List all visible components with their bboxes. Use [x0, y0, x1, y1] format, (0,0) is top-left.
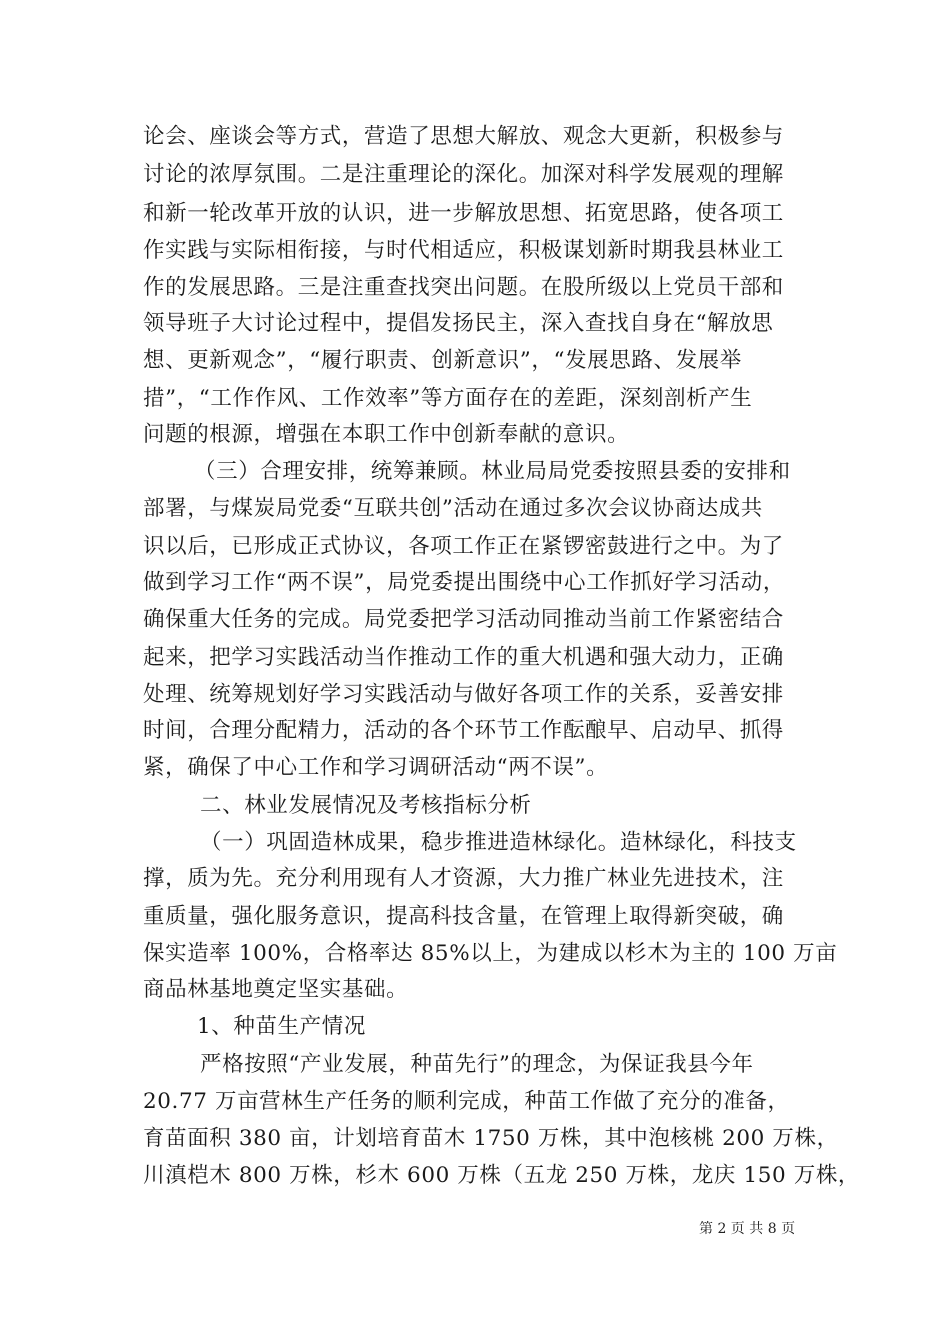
subsection-heading-1: （一）巩固造林成果，稳步推进造林绿化。造林绿化，科技支: [200, 830, 797, 855]
text-line: 问题的根源，增强在本职工作中创新奉献的意识。: [143, 422, 630, 447]
text-line: 撑，质为先。充分利用现有人才资源，大力推广林业先进技术，注: [143, 866, 784, 891]
text-line: 讨论的浓厚氛围。二是注重理论的深化。加深对科学发展观的理解: [143, 162, 784, 187]
text-line: 想、更新观念”，“履行职责、创新意识”，“发展思路、发展举: [143, 348, 742, 373]
item-heading-seedling: 1、种苗生产情况: [197, 1014, 366, 1039]
text-line: 处理、统筹规划好学习实践活动与做好各项工作的关系，妥善安排: [143, 682, 784, 707]
text-line: 识以后，已形成正式协议，各项工作正在紧锣密鼓进行之中。为了: [143, 534, 784, 559]
text-line: 保实造率 100%，合格率达 85%以上，为建成以杉木为主的 100 万亩: [143, 941, 838, 966]
text-line: 部署，与煤炭局党委“互联共创”活动在通过多次会议协商达成共: [143, 496, 763, 521]
section-heading-2: 二、林业发展情况及考核指标分析: [200, 793, 532, 818]
text-line: 作的发展思路。三是注重查找突出问题。在股所级以上党员干部和: [143, 275, 784, 300]
text-line: 重质量，强化服务意识，提高科技含量，在管理上取得新突破，确: [143, 904, 784, 929]
text-line: 时间，合理分配精力，活动的各个环节工作酝酿早、启动早、抓得: [143, 718, 784, 743]
text-line: 紧，确保了中心工作和学习调研活动“两不误”。: [143, 755, 609, 780]
text-line: 领导班子大讨论过程中，提倡发扬民主，深入查找自身在“解放思: [143, 311, 774, 336]
section-heading-3: （三）合理安排，统筹兼顾。林业局局党委按照县委的安排和: [194, 459, 791, 484]
text-line: 育苗面积 380 亩，计划培育苗木 1750 万株，其中泡核桃 200 万株，: [143, 1126, 839, 1151]
text-line: 作实践与实际相衔接，与时代相适应，积极谋划新时期我县林业工: [143, 238, 784, 263]
page-number-footer: 第 2 页 共 8 页: [699, 1221, 796, 1237]
text-line: 措”，“工作作风、工作效率”等方面存在的差距，深刻剖析产生: [143, 386, 753, 411]
text-line: 和新一轮改革开放的认识，进一步解放思想、拓宽思路，使各项工: [143, 201, 784, 226]
text-line: 商品林基地奠定坚实基础。: [143, 977, 409, 1002]
text-line: 起来，把学习实践活动当作推动工作的重大机遇和强大动力，正确: [143, 645, 784, 670]
text-line: 川滇桤木 800 万株，杉木 600 万株（五龙 250 万株，龙庆 150 万株，: [143, 1163, 861, 1188]
text-line: 确保重大任务的完成。局党委把学习活动同推动当前工作紧密结合: [143, 607, 784, 632]
text-line: 20.77 万亩营林生产任务的顺利完成，种苗工作做了充分的准备，: [143, 1089, 790, 1114]
text-line: 论会、座谈会等方式，营造了思想大解放、观念大更新，积极参与: [143, 124, 784, 149]
text-line: 严格按照“产业发展，种苗先行”的理念，为保证我县今年: [200, 1052, 754, 1077]
text-line: 做到学习工作“两不误”，局党委提出围绕中心工作抓好学习活动，: [143, 570, 785, 595]
